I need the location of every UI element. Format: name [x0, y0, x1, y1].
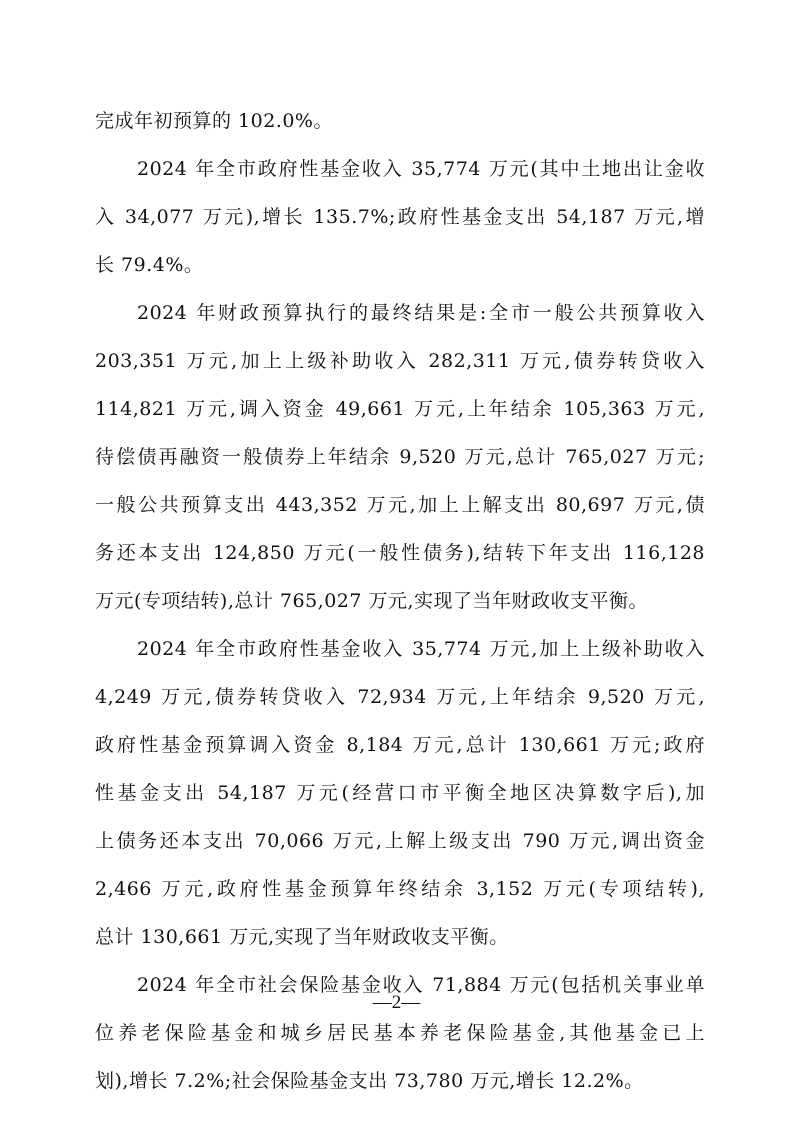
text-line: 入 34,077 万元),增长 135.7%;政府性基金支出 54,187 万元,增 [95, 206, 705, 228]
text-line: 一般公共预算支出 443,352 万元,加上上解支出 80,697 万元,债 [95, 494, 705, 516]
text-line: 万元(专项结转),总计 765,027 万元,实现了当年财政收支平衡。 [95, 590, 649, 612]
page-number: —2— [372, 992, 421, 1013]
text-line: 划),增长 7.2%;社会保险基金支出 73,780 万元,增长 12.2%。 [95, 1070, 644, 1092]
text-line: 114,821 万元,调入资金 49,661 万元,上年结余 105,363 万元, [95, 398, 705, 420]
text-line: 完成年初预算的 102.0%。 [95, 110, 333, 132]
paragraph-5 [95, 965, 705, 1109]
text-line: 2024 年全市政府性基金收入 35,774 万元(其中土地出让金收 [137, 158, 705, 180]
text-line: 2024 年全市政府性基金收入 35,774 万元,加上上级补助收入 [137, 638, 705, 660]
text-line: 待偿债再融资一般债券上年结余 9,520 万元,总计 765,027 万元; [95, 446, 705, 468]
paragraph-2 [95, 149, 705, 293]
text-line: 总计 130,661 万元,实现了当年财政收支平衡。 [95, 926, 509, 948]
text-line: 4,249 万元,债券转贷收入 72,934 万元,上年结余 9,520 万元, [95, 686, 705, 708]
text-line: 2024 年财政预算执行的最终结果是:全市一般公共预算收入 [137, 302, 705, 324]
paragraph-1 [95, 101, 705, 149]
text-line: 务还本支出 124,850 万元(一般性债务),结转下年支出 116,128 [95, 542, 705, 564]
text-line: 2024 年全市社会保险基金收入 71,884 万元(包括机关事业单 [137, 974, 705, 996]
text-line: 位养老保险基金和城乡居民基本养老保险基金,其他基金已上 [95, 1022, 705, 1044]
paragraph-3 [95, 293, 705, 629]
paragraph-4 [95, 629, 705, 965]
text-line: 政府性基金预算调入资金 8,184 万元,总计 130,661 万元;政府 [95, 734, 705, 756]
text-line: 2,466 万元,政府性基金预算年终结余 3,152 万元(专项结转), [95, 878, 705, 900]
text-line: 203,351 万元,加上上级补助收入 282,311 万元,债券转贷收入 [95, 350, 705, 372]
text-line: 性基金支出 54,187 万元(经营口市平衡全地区决算数字后),加 [95, 782, 705, 804]
document-body [95, 101, 705, 1109]
text-line: 上债务还本支出 70,066 万元,上解上级支出 790 万元,调出资金 [95, 830, 705, 852]
text-line: 长 79.4%。 [95, 254, 204, 276]
